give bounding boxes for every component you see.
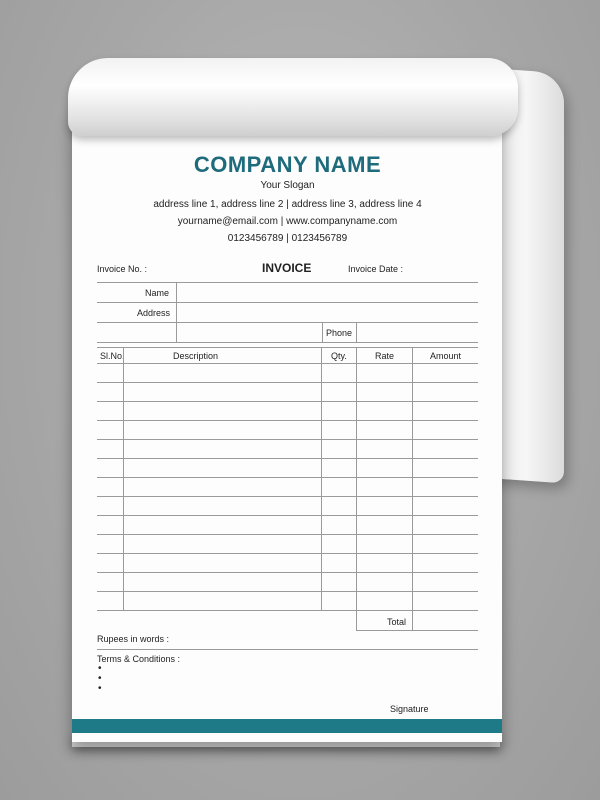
header-qty: Qty. <box>331 351 347 361</box>
col-divider-slno <box>123 347 124 610</box>
customer-line-2 <box>97 322 478 323</box>
phone-divider-left <box>322 322 323 342</box>
customer-divider <box>176 282 177 342</box>
terms-bullet: • <box>98 673 102 684</box>
table-row-line <box>97 496 478 497</box>
table-row-line <box>97 477 478 478</box>
col-divider-qty <box>356 347 357 630</box>
rupees-in-words-label: Rupees in words : <box>97 634 170 644</box>
company-contact: yourname@email.com | www.companyname.com <box>177 216 398 227</box>
table-row-line <box>97 458 478 459</box>
terms-bullet: • <box>98 663 102 674</box>
name-label: Name <box>145 288 170 298</box>
company-address: address line 1, address line 2 | address line 3, address line 4 <box>153 199 422 210</box>
customer-line-top <box>97 282 478 283</box>
table-top-line <box>97 347 478 348</box>
address-label: Address <box>137 308 171 318</box>
terms-label: Terms & Conditions : <box>97 654 181 664</box>
terms-bullet: • <box>98 683 102 694</box>
invoice-number-label: Invoice No. : <box>97 264 148 274</box>
header-rate: Rate <box>375 351 395 361</box>
table-row-line <box>97 572 478 573</box>
pad-binding-curl <box>68 58 518 136</box>
signature-label: Signature <box>390 704 429 714</box>
company-phones: 0123456789 | 0123456789 <box>227 233 348 244</box>
invoice-title: INVOICE <box>262 261 312 275</box>
phone-divider-right <box>356 322 357 342</box>
customer-line-1 <box>97 302 478 303</box>
company-slogan: Your Slogan <box>260 180 315 191</box>
table-row-line <box>97 534 478 535</box>
table-row-line <box>97 553 478 554</box>
header-slno: Sl.No. <box>100 351 125 361</box>
table-row-line <box>97 515 478 516</box>
total-label: Total <box>387 617 407 627</box>
table-header-line <box>97 363 478 364</box>
total-bottom-line <box>356 630 478 631</box>
invoice-date-label: Invoice Date : <box>348 264 404 274</box>
table-row-line <box>97 401 478 402</box>
table-row-line <box>97 591 478 592</box>
footer-color-bar <box>72 719 502 733</box>
header-amount: Amount <box>430 351 462 361</box>
table-row-line <box>97 610 478 611</box>
rupees-line <box>97 649 478 650</box>
company-name: COMPANY NAME <box>193 152 382 177</box>
col-divider-rate <box>412 347 413 630</box>
customer-line-bottom <box>97 342 478 343</box>
table-row-line <box>97 382 478 383</box>
table-row-line <box>97 439 478 440</box>
phone-label: Phone <box>326 328 353 338</box>
col-divider-desc <box>321 347 322 610</box>
table-row-line <box>97 420 478 421</box>
header-description: Description <box>173 351 219 361</box>
